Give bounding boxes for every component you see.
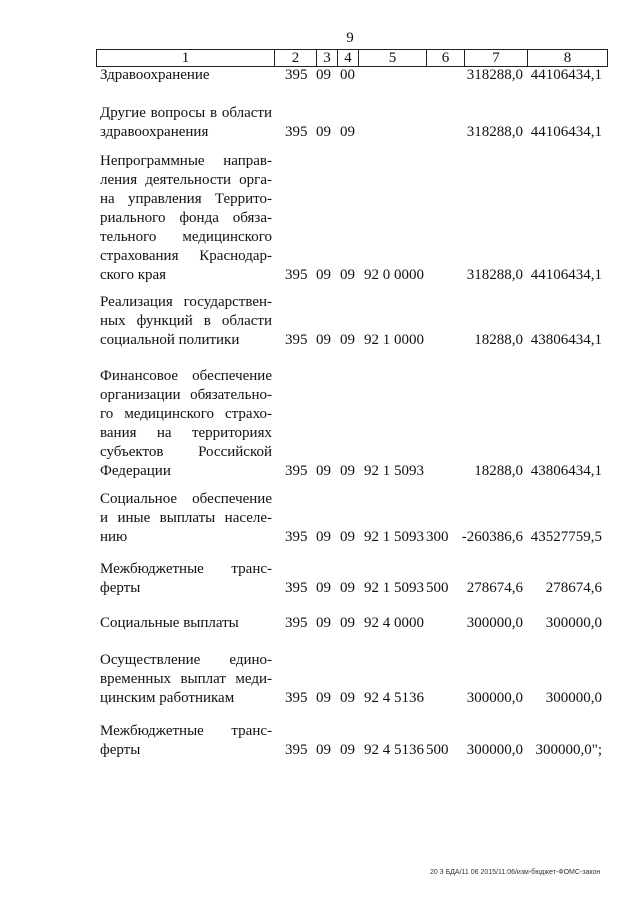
row-name (100, 560, 272, 598)
row-name (100, 490, 272, 547)
row-name-line: Межбюджетные транс- (100, 561, 272, 577)
header-col-7: 7 (465, 50, 528, 67)
cell-col-8: 300000,0 (545, 615, 602, 631)
row-name-line: Финансовое обеспечение (100, 368, 272, 384)
cell-col-8: 300000,0 (545, 690, 602, 706)
cell-col-2: 395 (285, 267, 308, 283)
cell-col-5: 92 4 5136 (364, 742, 424, 758)
row-name (100, 152, 272, 285)
row-name-line: страхования Краснодар- (100, 248, 272, 264)
row-name-line: на управления Террито- (100, 191, 272, 207)
cell-col-4: 09 (340, 615, 355, 631)
cell-col-7: -260386,6 (461, 529, 523, 545)
cell-col-2: 395 (285, 742, 308, 758)
row-name (100, 104, 272, 142)
row-name-line: социальной политики (100, 332, 240, 348)
row-name-line: Федерации (100, 463, 171, 479)
row-name-line: здравоохранения (100, 124, 209, 140)
cell-col-8: 43527759,5 (530, 529, 602, 545)
row-name (100, 651, 272, 708)
row-name-line: Непрограммные направ- (100, 153, 272, 169)
cell-col-3: 09 (316, 690, 331, 706)
cell-col-3: 09 (316, 332, 331, 348)
row-name-line: нию (100, 529, 128, 545)
row-name-line: го медицинского страхо- (100, 406, 272, 422)
cell-col-2: 395 (285, 615, 308, 631)
cell-col-6: 500 (426, 742, 449, 758)
cell-col-3: 09 (316, 615, 331, 631)
cell-col-2: 395 (285, 67, 308, 83)
footer-doc-id: 20 3 БДА/11 06 2015/11:06/изм-бюджет-ФОМС-закон (430, 869, 601, 876)
cell-col-4: 09 (340, 580, 355, 596)
cell-col-4: 09 (340, 267, 355, 283)
row-name (100, 614, 272, 633)
cell-col-7: 278674,6 (466, 580, 523, 596)
cell-col-8: 44106434,1 (530, 267, 602, 283)
row-name (100, 722, 272, 760)
cell-col-5: 92 1 5093 (364, 580, 424, 596)
row-name-line: ского края (100, 267, 167, 283)
cell-col-5: 92 1 5093 (364, 529, 424, 545)
header-col-2: 2 (275, 50, 317, 67)
cell-col-5: 92 1 5093 (364, 463, 424, 479)
cell-col-4: 09 (340, 742, 355, 758)
column-header (96, 49, 608, 67)
header-col-4: 4 (338, 50, 359, 67)
cell-col-4: 09 (340, 529, 355, 545)
header-col-8: 8 (528, 50, 608, 67)
header-col-3: 3 (317, 50, 338, 67)
cell-col-7: 300000,0 (466, 742, 523, 758)
cell-col-4: 09 (340, 332, 355, 348)
cell-col-5: 92 4 5136 (364, 690, 424, 706)
cell-col-2: 395 (285, 690, 308, 706)
cell-col-8: 43806434,1 (530, 332, 602, 348)
cell-col-6: 500 (426, 580, 449, 596)
row-name-line: Здравоохранение (100, 67, 210, 83)
cell-col-8: 44106434,1 (530, 67, 602, 83)
cell-col-7: 300000,0 (466, 690, 523, 706)
cell-col-3: 09 (316, 267, 331, 283)
cell-col-7: 18288,0 (474, 463, 523, 479)
row-name-line: Социальное обеспечение (100, 491, 272, 507)
row-name-line: Осуществление едино- (100, 652, 272, 668)
page-number: 9 (346, 30, 354, 46)
cell-col-2: 395 (285, 124, 308, 140)
cell-col-3: 09 (316, 124, 331, 140)
row-name-line: Реализация государствен- (100, 294, 272, 310)
row-name-line: вания на территориях (100, 425, 272, 441)
cell-col-4: 09 (340, 690, 355, 706)
cell-col-2: 395 (285, 463, 308, 479)
row-name-line: ферты (100, 742, 141, 758)
row-name-line: тельного медицинского (100, 229, 272, 245)
cell-col-2: 395 (285, 332, 308, 348)
row-name-line: организации обязательно- (100, 387, 272, 403)
cell-col-3: 09 (316, 67, 331, 83)
row-name-line: цинским работникам (100, 690, 235, 706)
cell-col-3: 09 (316, 580, 331, 596)
row-name-line: временных выплат меди- (100, 671, 272, 687)
row-name-line: ления деятельности орга- (100, 172, 272, 188)
cell-col-6: 300 (426, 529, 449, 545)
cell-col-8: 300000,0"; (535, 742, 602, 758)
cell-col-3: 09 (316, 463, 331, 479)
cell-col-8: 278674,6 (545, 580, 602, 596)
row-name (100, 293, 272, 350)
cell-col-5: 92 1 0000 (364, 332, 424, 348)
cell-col-5: 92 4 0000 (364, 615, 424, 631)
row-name-line: ных функций в области (100, 313, 272, 329)
row-name-line: риального фонда обяза- (100, 210, 272, 226)
header-col-6: 6 (427, 50, 465, 67)
row-name-line: субъектов Российской (100, 444, 272, 460)
row-name-line: Социальные выплаты (100, 615, 239, 631)
row-name (100, 367, 272, 481)
row-name-line: и иные выплаты населе- (100, 510, 272, 526)
cell-col-4: 00 (340, 67, 355, 83)
cell-col-3: 09 (316, 742, 331, 758)
cell-col-2: 395 (285, 529, 308, 545)
row-name-line: Межбюджетные транс- (100, 723, 272, 739)
cell-col-7: 318288,0 (466, 267, 523, 283)
cell-col-4: 09 (340, 124, 355, 140)
header-col-5: 5 (359, 50, 427, 67)
cell-col-8: 44106434,1 (530, 124, 602, 140)
cell-col-7: 300000,0 (466, 615, 523, 631)
cell-col-7: 318288,0 (466, 67, 523, 83)
cell-col-3: 09 (316, 529, 331, 545)
cell-col-7: 18288,0 (474, 332, 523, 348)
row-name (100, 66, 272, 85)
cell-col-4: 09 (340, 463, 355, 479)
cell-col-7: 318288,0 (466, 124, 523, 140)
row-name-line: Другие вопросы в области (100, 105, 272, 121)
header-col-1: 1 (97, 50, 275, 67)
row-name-line: ферты (100, 580, 141, 596)
cell-col-8: 43806434,1 (530, 463, 602, 479)
cell-col-5: 92 0 0000 (364, 267, 424, 283)
cell-col-2: 395 (285, 580, 308, 596)
